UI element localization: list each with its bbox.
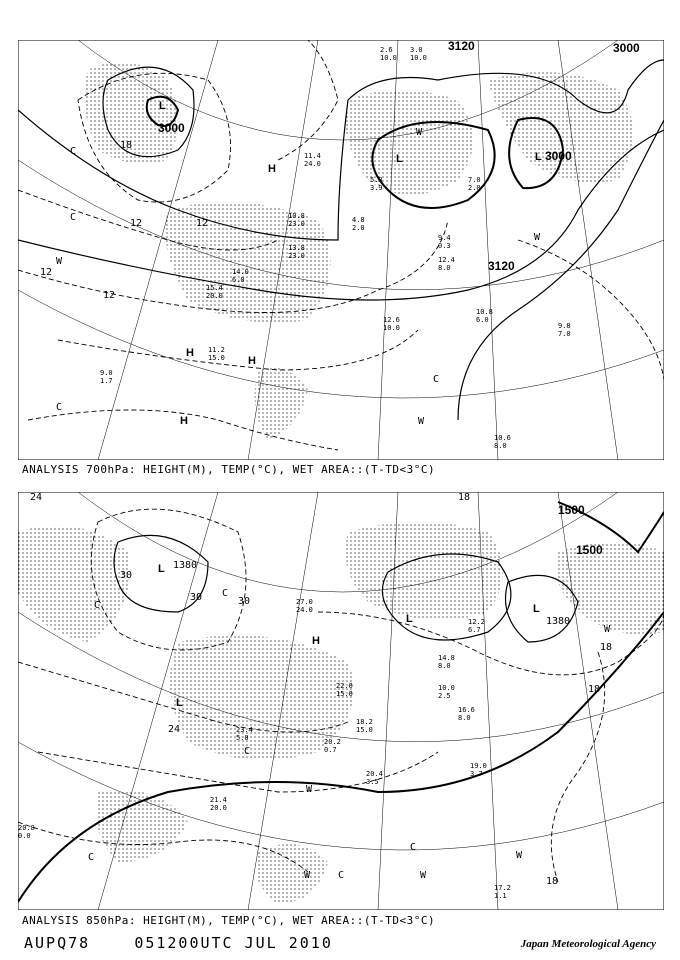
station-value: 22.0 15.0	[336, 682, 353, 698]
high-center: H	[180, 415, 188, 427]
low-center: L	[158, 563, 165, 575]
cold-marker: C	[88, 852, 95, 863]
high-center: H	[312, 635, 320, 647]
height-label: 3120	[488, 259, 515, 273]
height-label: 1500	[558, 503, 585, 517]
panel-caption-700hpa: ANALYSIS 700hPa: HEIGHT(M), TEMP(°C), WET AREA::(T-TD<3°C)	[22, 463, 436, 476]
warm-marker: W	[418, 416, 425, 427]
temp-label: 18	[546, 876, 559, 887]
station-value: 12.4 8.0	[438, 256, 455, 272]
height-label: 3000	[545, 149, 572, 163]
cold-marker: C	[410, 842, 417, 853]
station-value: 5.8 3.9	[370, 176, 383, 192]
low-center: L	[159, 100, 166, 112]
warm-marker: W	[306, 784, 313, 795]
product-header	[24, 934, 333, 952]
station-value: 21.4 20.0	[210, 796, 227, 812]
height-label: 3000	[613, 41, 640, 55]
height-label: 3000	[158, 121, 185, 135]
station-value: 17.2 1.1	[494, 884, 511, 900]
temp-label: 18	[120, 140, 133, 151]
station-value: 14.0 6.0	[232, 268, 249, 284]
station-value: 16.6 8.0	[458, 706, 475, 722]
temp-label: 30	[238, 596, 251, 607]
station-value: 14.8 8.0	[438, 654, 455, 670]
station-value: 20.8 0.0	[18, 824, 35, 840]
map-700hpa-svg	[18, 40, 664, 460]
station-value: 10.6 8.0	[494, 434, 511, 450]
high-center: H	[248, 355, 256, 367]
cold-marker: C	[70, 146, 77, 157]
panel-caption-850hpa: ANALYSIS 850hPa: HEIGHT(M), TEMP(°C), WET AREA::(T-TD<3°C)	[22, 914, 436, 927]
station-value: 10.8 6.0	[476, 308, 493, 324]
low-center: L	[176, 697, 183, 709]
warm-marker: W	[516, 850, 523, 861]
low-center: L	[396, 153, 403, 165]
low-center: L	[533, 603, 540, 615]
cold-marker: C	[338, 870, 345, 881]
analysis-datetime: 051200UTC JUL 2010	[134, 934, 333, 952]
warm-marker: W	[304, 870, 311, 881]
station-value: 12.2 6.7	[468, 618, 485, 634]
map-panel-850hpa	[18, 492, 664, 910]
cold-marker: C	[222, 588, 229, 599]
station-value: 7.0 2.0	[468, 176, 481, 192]
temp-label: 12	[40, 267, 53, 278]
map-850hpa-svg	[18, 492, 664, 910]
station-value: 20.2 0.7	[324, 738, 341, 754]
station-value: 4.8 2.0	[352, 216, 365, 232]
high-center: H	[186, 347, 194, 359]
warm-marker: W	[420, 870, 427, 881]
station-value: 9.4 0.3	[438, 234, 451, 250]
temp-label: 18	[600, 642, 613, 653]
temp-label: 12	[196, 218, 209, 229]
station-value: 12.6 10.0	[383, 316, 400, 332]
height-label: 1380	[173, 560, 198, 571]
station-value: 27.0 24.0	[296, 598, 313, 614]
product-id: AUPQ78	[24, 934, 91, 952]
temp-label: 12	[130, 218, 143, 229]
map-panel-700hpa	[18, 40, 664, 460]
station-value: 9.0 1.7	[100, 369, 113, 385]
height-label: 1500	[576, 543, 603, 557]
temp-label: 24	[168, 724, 181, 735]
temp-label: 18	[588, 684, 601, 695]
station-value: 13.8 23.0	[288, 244, 305, 260]
height-label: 3120	[448, 40, 475, 53]
station-value: 10.8 23.0	[288, 212, 305, 228]
station-value: 19.0 3.7	[470, 762, 487, 778]
warm-marker: W	[56, 256, 63, 267]
warm-marker: W	[416, 127, 423, 138]
height-label: 1380	[546, 616, 571, 627]
station-value: 11.4 24.0	[304, 152, 321, 168]
cold-marker: C	[433, 374, 440, 385]
high-center: H	[268, 163, 276, 175]
temp-label: 30	[190, 592, 203, 603]
station-value: 3.0 10.0	[410, 46, 427, 62]
station-value: 15.4 20.0	[206, 284, 223, 300]
cold-marker: C	[94, 600, 101, 611]
temp-label: 12	[103, 290, 116, 301]
temp-label: 24	[30, 492, 43, 503]
agency-credit: Japan Meteorological Agency	[520, 938, 656, 950]
station-value: 18.2 15.0	[356, 718, 373, 734]
warm-marker: W	[534, 232, 541, 243]
low-center: L	[535, 151, 542, 163]
cold-marker: C	[70, 212, 77, 223]
station-value: 9.8 7.0	[558, 322, 571, 338]
station-value: 23.4 5.0	[236, 726, 253, 742]
temp-label: 30	[120, 570, 133, 581]
station-value: 20.4 3.5	[366, 770, 383, 786]
station-value: 2.6 10.0	[380, 46, 397, 62]
cold-marker: C	[244, 746, 251, 757]
station-value: 11.2 15.0	[208, 346, 225, 362]
station-value: 10.0 2.5	[438, 684, 455, 700]
low-center: L	[406, 613, 413, 625]
temp-label: 18	[458, 492, 471, 503]
cold-marker: C	[56, 402, 63, 413]
warm-marker: W	[604, 624, 611, 635]
